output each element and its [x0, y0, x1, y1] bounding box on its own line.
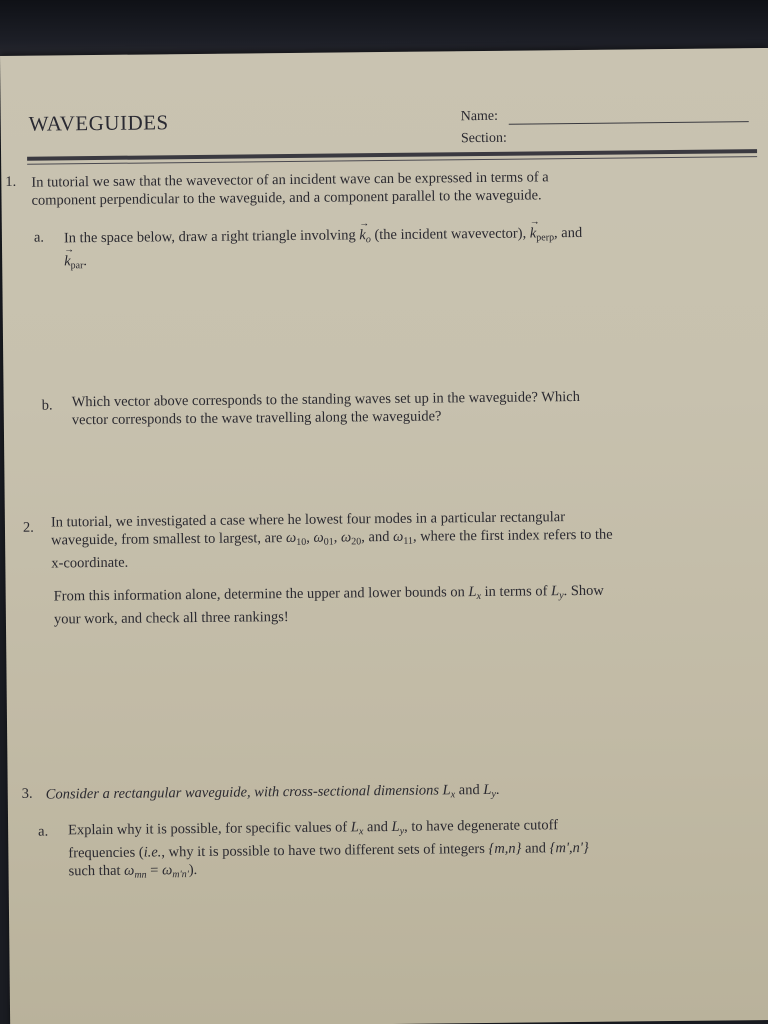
- q1b-text: [72, 386, 752, 429]
- mode-11: 11: [403, 535, 414, 547]
- q1-line-2: component perpendicular to the waveguide, and a component parallel to the waveguide.: [31, 187, 542, 209]
- q3a-text: [68, 814, 759, 885]
- omega-symbol: ω: [392, 528, 404, 545]
- y-subscript: y: [559, 590, 564, 602]
- q3a-line-2-mid: , why it is possible to have two different sets of integers: [161, 840, 489, 861]
- L-symbol: L: [391, 818, 400, 835]
- q3a-line-3-post: ).: [188, 862, 198, 879]
- q1-text: [31, 166, 751, 210]
- q2-p2-line-2: your work, and check all three rankings!: [53, 609, 289, 628]
- omega-symbol: ω: [285, 529, 297, 547]
- set-mpnp: {m',n'}: [549, 839, 589, 857]
- q3a-line-1-post: , to have degenerate cutoff: [403, 817, 559, 835]
- k-o-subscript: o: [365, 234, 371, 246]
- k-perp-vector: → k: [530, 224, 537, 242]
- q1b-label: b.: [41, 397, 53, 414]
- q1a-end: .: [83, 253, 88, 270]
- q1-number: 1.: [5, 173, 17, 190]
- set-mn: {m,n}: [488, 840, 522, 857]
- omega-symbol: ω: [340, 529, 352, 546]
- mode-01: 01: [323, 536, 334, 548]
- q3a-line-1-pre: Explain why it is possible, for specific values of: [68, 819, 351, 839]
- sep: ,: [306, 529, 314, 546]
- q1a-and: , and: [553, 224, 583, 242]
- q2-line-2-post: , where the first index refers to the: [412, 526, 613, 545]
- L-symbol: L: [350, 819, 359, 836]
- q3-end: .: [495, 781, 500, 798]
- section-label: Section:: [460, 130, 507, 147]
- L-symbol: L: [550, 583, 560, 600]
- x-subscript: x: [476, 591, 482, 603]
- worksheet-page: [0, 48, 768, 1024]
- L-symbol: L: [483, 781, 492, 799]
- omega-symbol: ω: [313, 529, 324, 546]
- q2-line-2-pre: waveguide, from smallest to largest, are: [51, 530, 287, 549]
- name-blank-line: [509, 121, 749, 125]
- q2-p2-post: . Show: [563, 582, 604, 600]
- k-perp-subscript: perp: [536, 232, 555, 244]
- q1a-label: a.: [33, 229, 45, 246]
- x-subscript: x: [358, 826, 364, 838]
- q1a-text: [64, 222, 754, 275]
- omega-symbol: ω: [161, 862, 173, 879]
- q2-text: [51, 506, 758, 572]
- q3a-line-2-pre: frequencies (: [68, 844, 144, 862]
- name-label: Name:: [460, 108, 499, 125]
- q1b-line-2: vector corresponds to the wave travelling along the waveguide?: [71, 408, 442, 429]
- q2-p2-pre: From this information alone, determine the upper and lower bounds on: [53, 584, 469, 605]
- k-par-vector: → k: [64, 252, 71, 270]
- sep: ,: [333, 529, 342, 546]
- q3a-and: and: [363, 818, 392, 836]
- mn-subscript: mn: [134, 869, 147, 881]
- k-o-vector: → k: [359, 226, 366, 244]
- q2-number: 2.: [22, 519, 34, 536]
- omega-symbol: ω: [124, 862, 135, 879]
- q3-pre: Consider a rectangular waveguide, with cross-sectional dimensions: [45, 782, 443, 803]
- q3-text: [46, 778, 756, 808]
- q1a-mid: (the incident wavevector),: [370, 225, 530, 244]
- sep: , and: [361, 528, 394, 546]
- q3-number: 3.: [21, 785, 33, 802]
- equals-sign: =: [146, 862, 163, 879]
- q3a-line-3-pre: such that: [68, 862, 125, 880]
- L-symbol: L: [468, 584, 477, 601]
- q2-line-1: In tutorial, we investigated a case where he lowest four modes in a particular rectangular: [50, 509, 566, 531]
- y-subscript: y: [491, 788, 496, 800]
- q3a-label: a.: [38, 823, 49, 840]
- mode-20: 20: [351, 536, 362, 548]
- q1b-line-1: Which vector above corresponds to the standing waves set up in the waveguide? Which: [71, 388, 581, 411]
- ie-text: i.e.: [143, 844, 162, 861]
- q3-and: and: [455, 782, 484, 799]
- L-symbol: L: [442, 782, 451, 799]
- k-par-subscript: par: [70, 260, 84, 272]
- q3a-line-2-and: and: [521, 840, 550, 857]
- page-title: WAVEGUIDES: [28, 110, 169, 136]
- x-subscript: x: [450, 789, 456, 801]
- mpnp-subscript: m'n': [172, 869, 189, 881]
- q2-paragraph-2: [54, 580, 754, 628]
- q2-p2-mid: in terms of: [480, 583, 552, 601]
- y-subscript: y: [399, 825, 405, 837]
- q2-line-3: x-coordinate.: [51, 554, 129, 572]
- q1-line-1: In tutorial we saw that the wavevector of an incident wave can be expressed in terms of a: [31, 169, 549, 191]
- mode-10: 10: [296, 536, 307, 548]
- q1a-pre: In the space below, draw a right triangle involving: [63, 227, 360, 247]
